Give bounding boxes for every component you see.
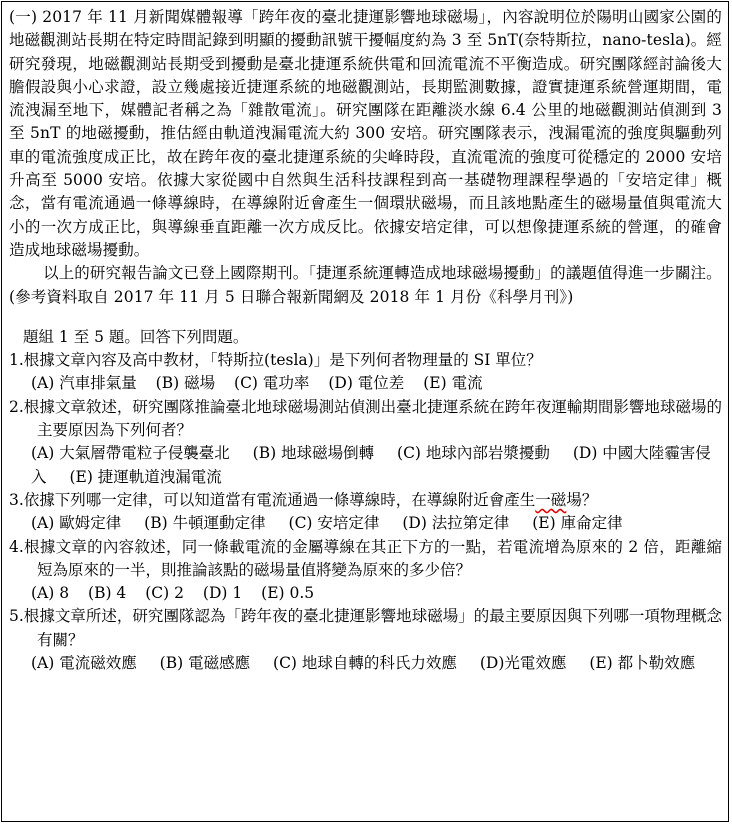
question-2-options [9, 442, 722, 489]
question-2-option-b: (B) 地球磁場倒轉 [252, 444, 375, 463]
question-2-option-a: (A) 大氣層帶電粒子侵襲臺北 [31, 444, 230, 463]
question-2-option-d: (D) 中國大陸霾害侵入 [31, 444, 711, 486]
question-3-option-c: (C) 安培定律 [288, 514, 380, 533]
question-3-option-a: (A) 歐姆定律 [31, 514, 122, 533]
question-5-option-c: (C) 地球自轉的科氏力效應 [273, 654, 457, 673]
article-source: (參考資料取自 2017 年 11 月 5 日聯合報新聞網及 2018 年 1 月份《科學月刊》) [9, 287, 574, 306]
question-2-stem: 2.根據文章敘述，研究團隊推論臺北地球磁場測站偵測出臺北捷運系統在跨年夜運輸期間影響地球磁場的主要原因為下列何者？ [9, 397, 722, 440]
question-5-option-d: (D)光電效應 [479, 654, 567, 673]
question-1-options [9, 372, 722, 395]
question-4-option-a: (A) 8 [31, 584, 70, 603]
question-set-instructions: 題組 1 至 5 題。回答下列問題。 [23, 327, 249, 346]
question-3-stem-text: 3.依據下列哪一定律，可以知道當有電流通過一條導線時，在導線附近會產生 [9, 490, 536, 509]
question-5-options [9, 652, 722, 675]
question-1-option-a: (A) 汽車排氣量 [31, 374, 137, 393]
question-5-option-a: (A) 電流磁效應 [31, 654, 137, 673]
spellcheck-marked-text: 一磁 [535, 490, 567, 509]
question-4-option-c: (C) 2 [145, 584, 184, 603]
question-2-option-e: (E) 捷運軌道洩漏電流 [69, 467, 222, 486]
question-4-stem: 4.根據文章的內容敘述，同一條載電流的金屬導線在其正下方的一點，若電流增為原來的 2 倍，距離縮短為原來的一半，則推論該點的磁場量值將變為原來的多少倍？ [9, 537, 722, 579]
question-3-options [9, 512, 722, 535]
question-3-option-b: (B) 牛頓運動定律 [144, 514, 266, 533]
question-4-option-e: (E) 0.5 [261, 584, 315, 603]
question-5-option-b: (B) 電磁感應 [159, 654, 251, 673]
question-5-stem: 5.根據文章所述，研究團隊認為「跨年夜的臺北捷運影響地球磁場」的最主要原因與下列哪一項物理概念有關？ [9, 607, 722, 649]
question-1-option-c: (C) 電功率 [234, 374, 310, 393]
question-3-stem [9, 489, 722, 512]
question-3-option-d: (D) 法拉第定律 [402, 514, 510, 533]
question-1-stem: 1.根據文章內容及高中教材，「特斯拉(tesla)」是下列何者物理量的 SI 單位？ [9, 351, 542, 370]
question-3-option-e: (E) 庫侖定律 [532, 514, 623, 533]
question-1-option-b: (B) 磁場 [155, 374, 216, 393]
question-4-options [9, 582, 722, 605]
article-paragraph-2: 以上的研究報告論文已登上國際期刊。「捷運系統運轉造成地球磁場擾動」的議題值得進一步關注。 [43, 264, 722, 283]
question-3-stem-end: 場？ [566, 490, 598, 509]
spacer [9, 309, 722, 326]
question-1-option-e: (E) 電流 [423, 374, 483, 393]
question-2-option-c: (C) 地球內部岩漿擾動 [397, 444, 550, 463]
question-4-option-d: (D) 1 [202, 584, 243, 603]
question-5-option-e: (E) 都卜勒效應 [589, 654, 696, 673]
article-paragraph-1: (一) 2017 年 11 月新聞媒體報導「跨年夜的臺北捷運影響地球磁場」，內容說明位於陽明山國家公園的地磁觀測站長期在特定時間記錄到明顯的擾動訊號干擾幅度約為 3 至 5nT(奈特斯拉，nano-tesla)。經研究發現，地磁觀測站長期受到擾動是臺北捷運系統供電和回流電流不平衡造成。研究團隊經討論後大膽假設與小心求證，設立幾處接近捷運系統的地磁觀測站，長期監測數據，證實捷運系統營運期間，電流洩漏至地下，媒體記者稱之為「雜散電流」。研究團隊在距離淡水線 6.4 公里的地磁觀測站偵測到 3 至 5nT 的地磁擾動，推估經由軌道洩漏電流大約 300 安培。研究團隊表示，洩漏電流的強度與驅動列車的電流強度成正比，故在跨年夜的臺北捷運系統的尖峰時段，直流電流的強度可從穩定的 2000 安培升高至 5000 安培。依據大家從國中自然與生活科技課程到高一基礎物理課程學過的「安培定律」概念，當有電流通過一條導線時，在導線附近會產生一個環狀磁場，而且該地點產生的磁場量值與電流大小的一次方成正比，與導線垂直距離一次方成反比。依據安培定律，可以想像捷運系統的營運，的確會造成地球磁場擾動。 [9, 8, 722, 259]
question-4-option-b: (B) 4 [88, 584, 127, 603]
question-set-frame [1, 1, 729, 822]
question-1-option-d: (D) 電位差 [328, 374, 405, 393]
